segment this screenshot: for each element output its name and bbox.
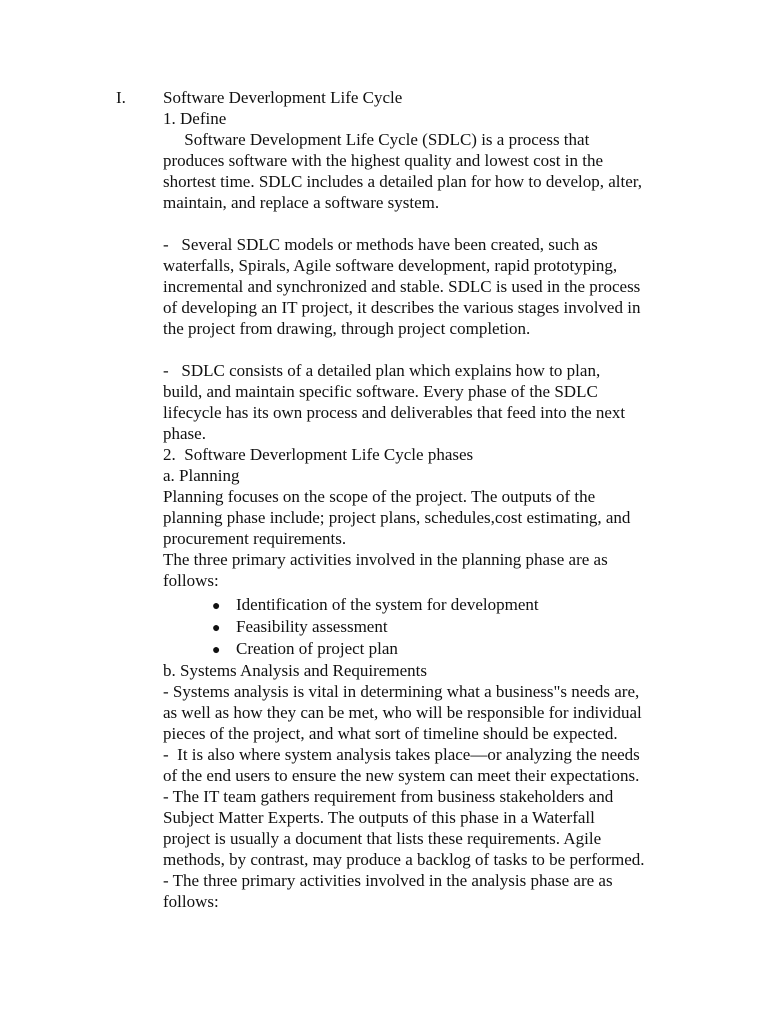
paragraph-line: lifecycle has its own process and deliverables that feed into the next [163, 403, 626, 422]
paragraph-line: The three primary activities involved in the planning phase are as [163, 550, 608, 569]
section-title: Software Deverlopment Life Cycle [163, 88, 403, 107]
paragraph-line: - It is also where system analysis takes place—or analyzing the needs [163, 745, 640, 764]
bullet-text: Creation of project plan [236, 639, 398, 658]
paragraph-line: Software Development Life Cycle (SDLC) is a process that [163, 130, 590, 149]
subsection-phases-label: 2. Software Deverlopment Life Cycle phases [163, 445, 474, 464]
paragraph-line: Subject Matter Experts. The outputs of this phase in a Waterfall [163, 808, 595, 827]
paragraph-line: maintain, and replace a software system. [163, 193, 440, 212]
paragraph-line: - SDLC consists of a detailed plan which explains how to plan, [163, 361, 601, 380]
bullet-text: Feasibility assessment [236, 617, 388, 636]
paragraph-line: Planning focuses on the scope of the project. The outputs of the [163, 487, 596, 506]
paragraph-line: follows: [163, 892, 219, 911]
planning-heading: a. Planning [163, 466, 240, 485]
paragraph-line: produces software with the highest quality and lowest cost in the [163, 151, 604, 170]
bullet-icon: ● [212, 621, 221, 636]
bullet-icon: ● [212, 599, 221, 614]
paragraph-line: of developing an IT project, it describes the various stages involved in [163, 298, 641, 317]
section-numeral: I. [116, 88, 126, 107]
paragraph-line: waterfalls, Spirals, Agile software development, rapid prototyping, [163, 256, 618, 275]
paragraph-line: methods, by contrast, may produce a backlog of tasks to be performed. [163, 850, 645, 869]
paragraph-line: - Systems analysis is vital in determining what a business"s needs are, [163, 682, 640, 701]
bullet-text: Identification of the system for development [236, 595, 539, 614]
paragraph-line: project is usually a document that lists these requirements. Agile [163, 829, 602, 848]
paragraph-line: planning phase include; project plans, schedules,cost estimating, and [163, 508, 631, 527]
paragraph-line: shortest time. SDLC includes a detailed plan for how to develop, alter, [163, 172, 642, 191]
paragraph-line: - The IT team gathers requirement from business stakeholders and [163, 787, 614, 806]
paragraph-line: procurement requirements. [163, 529, 347, 548]
paragraph-line: - The three primary activities involved in the analysis phase are as [163, 871, 613, 890]
analysis-heading: b. Systems Analysis and Requirements [163, 661, 427, 680]
paragraph-line: phase. [163, 424, 206, 443]
bullet-icon: ● [212, 643, 221, 658]
paragraph-line: build, and maintain specific software. Every phase of the SDLC [163, 382, 598, 401]
subsection-define-label: 1. Define [163, 109, 227, 128]
paragraph-line: as well as how they can be met, who will be responsible for individual [163, 703, 642, 722]
bullet-list-item [212, 616, 388, 639]
paragraph-line: the project from drawing, through project completion. [163, 319, 531, 338]
paragraph-line: - Several SDLC models or methods have been created, such as [163, 235, 598, 254]
paragraph-line: pieces of the project, and what sort of timeline should be expected. [163, 724, 618, 743]
bullet-list-item [212, 638, 398, 661]
bullet-list-item [212, 594, 539, 617]
paragraph-line: incremental and synchronized and stable. SDLC is used in the process [163, 277, 641, 296]
paragraph-line: follows: [163, 571, 219, 590]
paragraph-line: of the end users to ensure the new system can meet their expectations. [163, 766, 640, 785]
